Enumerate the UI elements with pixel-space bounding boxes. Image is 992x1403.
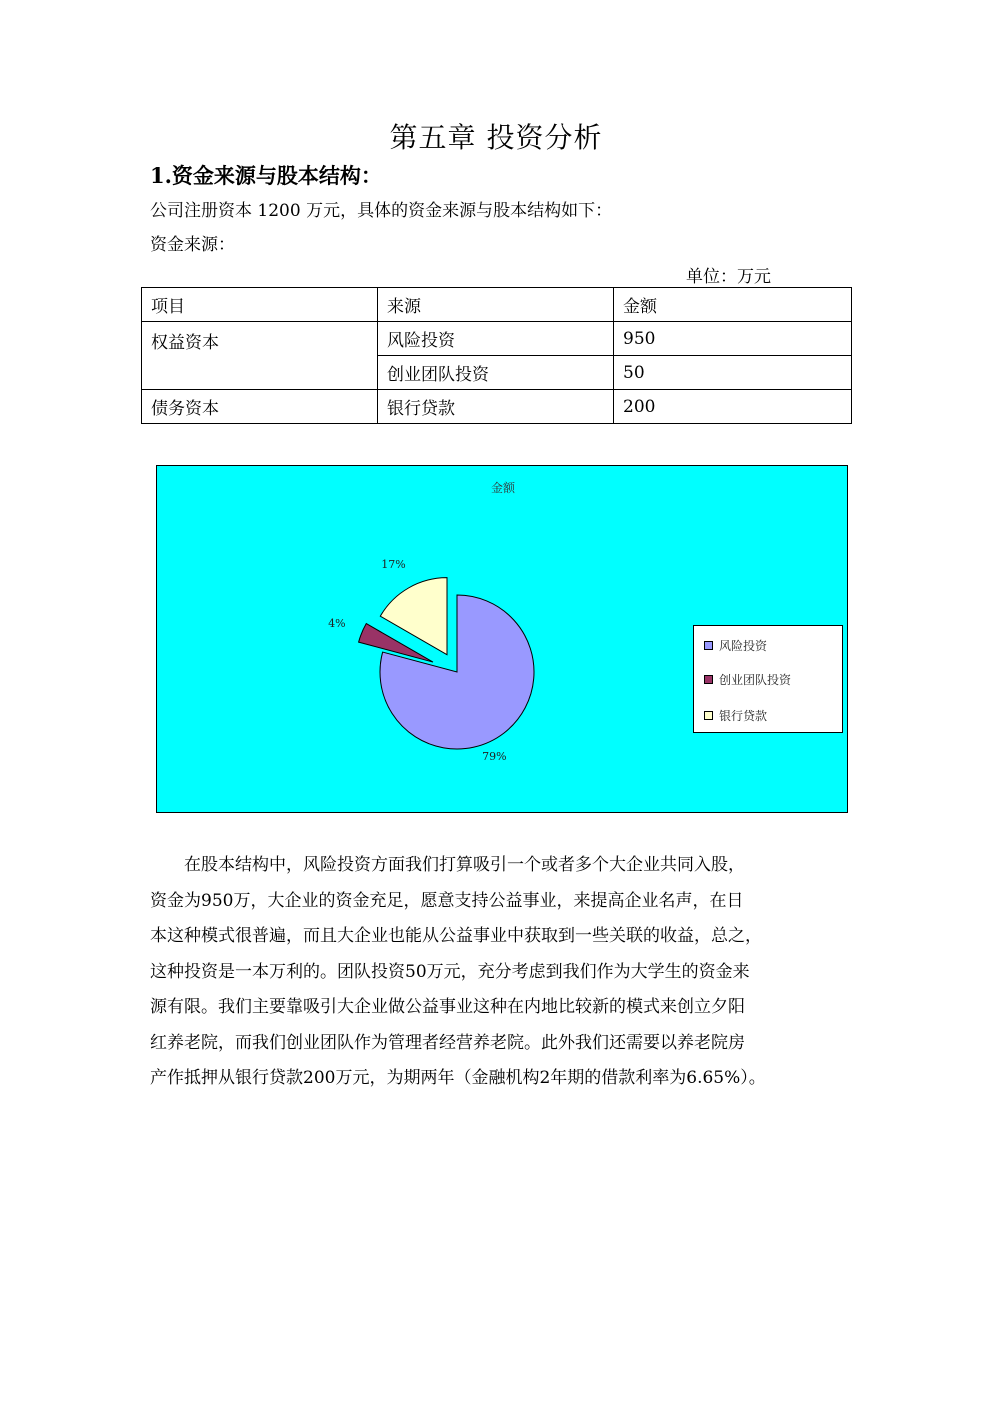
section-heading: 1.资金来源与股本结构： <box>150 163 382 188</box>
legend-item <box>704 671 791 687</box>
table-row <box>142 322 852 356</box>
intro-text: 公司注册资本 1200 万元，具体的资金来源与股本结构如下： <box>150 201 613 221</box>
pie-percent-label: 79% <box>482 750 507 764</box>
unit-label: 单位：万元 <box>686 267 771 287</box>
body-line: 本这种模式很普遍，而且大企业也能从公益事业中获取到一些关联的收益，总之， <box>150 926 762 946</box>
cell-amount: 950 <box>614 322 852 356</box>
cell-amount: 50 <box>614 356 852 390</box>
funding-source-label: 资金来源： <box>150 235 235 255</box>
cell-amount: 200 <box>614 390 852 424</box>
chapter-title: 第五章 投资分析 <box>389 121 603 154</box>
pie-percent-label: 4% <box>328 617 346 631</box>
legend-label: 创业团队投资 <box>719 672 792 687</box>
legend-swatch <box>704 675 713 684</box>
legend-swatch <box>704 711 713 720</box>
table-header-row <box>142 288 852 322</box>
body-paragraph <box>150 848 850 1097</box>
cell-source: 风险投资 <box>378 322 614 356</box>
cell-source: 创业团队投资 <box>378 356 614 390</box>
table-row <box>142 390 852 424</box>
chart-legend <box>693 625 843 733</box>
body-line: 红养老院，而我们创业团队作为管理者经营养老院。此外我们还需要以养老院房 <box>150 1032 745 1053</box>
pie-percent-label: 17% <box>381 557 406 571</box>
legend-label: 银行贷款 <box>719 708 768 723</box>
cell-item: 权益资本 <box>142 322 378 390</box>
legend-label: 风险投资 <box>719 638 768 653</box>
legend-item <box>704 637 767 653</box>
header-source: 来源 <box>378 288 614 322</box>
header-amount: 金额 <box>614 288 852 322</box>
body-line: 源有限。我们主要靠吸引大企业做公益事业这种在内地比较新的模式来创立夕阳 <box>150 997 745 1017</box>
body-line: 资金为950万，大企业的资金充足，愿意支持公益事业，来提高企业名声，在日 <box>150 890 744 911</box>
legend-item <box>704 707 767 723</box>
body-line: 这种投资是一本万利的。团队投资50万元，充分考虑到我们作为大学生的资金来 <box>150 961 750 982</box>
body-line: 产作抵押从银行贷款200万元，为期两年（金融机构2年期的借款利率为6.65%）。 <box>150 1068 766 1088</box>
funding-table <box>141 287 852 424</box>
body-line: 在股本结构中，风险投资方面我们打算吸引一个或者多个大企业共同入股， <box>150 855 745 875</box>
cell-source: 银行贷款 <box>378 390 614 424</box>
chart-title: 金额 <box>490 481 516 495</box>
pie-chart <box>156 465 848 813</box>
legend-swatch <box>704 641 713 650</box>
header-item: 项目 <box>142 288 378 322</box>
cell-item: 债务资本 <box>142 390 378 424</box>
